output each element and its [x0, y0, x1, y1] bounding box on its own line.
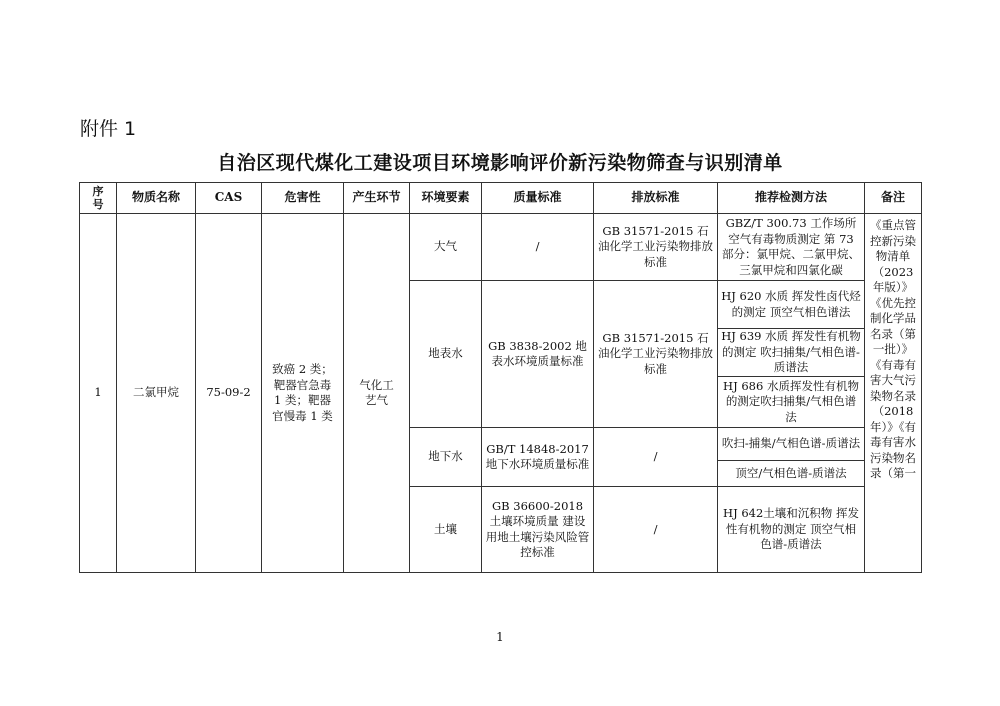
header-emission: 排放标准: [594, 183, 718, 214]
header-cas: CAS: [196, 183, 262, 214]
surface-water-quality-standard: GB 3838-2002 地表水环境质量标准: [482, 281, 594, 428]
header-quality: 质量标准: [482, 183, 594, 214]
air-emission-standard: GB 31571-2015 石油化学工业污染物排放标准: [594, 214, 718, 281]
ground-water-method-2: 顶空/气相色谱-质谱法: [718, 461, 865, 487]
header-seq: 序号: [80, 183, 117, 214]
header-medium: 环境要素: [410, 183, 482, 214]
soil-quality-standard: GB 36600-2018 土壤环境质量 建设用地土壤污染风险管控标准: [482, 487, 594, 573]
air-quality-standard: /: [482, 214, 594, 281]
row-hazard: 致癌 2 类；靶器官急毒 1 类；靶器官慢毒 1 类: [262, 214, 344, 573]
page-number: 1: [496, 630, 504, 644]
surface-water-method-3: HJ 686 水质挥发性有机物的测定吹扫捕集/气相色谱法: [718, 377, 865, 428]
medium-air: 大气: [410, 214, 482, 281]
surface-water-method-2: HJ 639 水质 挥发性有机物的测定 吹扫捕集/气相色谱-质谱法: [718, 329, 865, 377]
soil-emission-standard: /: [594, 487, 718, 573]
row-substance-name: 二氯甲烷: [117, 214, 196, 573]
annex-label: 附件 1: [80, 118, 137, 140]
medium-surface-water: 地表水: [410, 281, 482, 428]
header-method: 推荐检测方法: [718, 183, 865, 214]
table-row: [80, 214, 922, 281]
medium-ground-water: 地下水: [410, 428, 482, 487]
row-cas: 75-09-2: [196, 214, 262, 573]
ground-water-quality-standard: GB/T 14848-2017 地下水环境质量标准: [482, 428, 594, 487]
air-method: GBZ/T 300.73 工作场所空气有毒物质测定 第 73 部分：氯甲烷、二氯甲烷、三氯甲烷和四氯化碳: [718, 214, 865, 281]
table-header-row: [80, 183, 922, 214]
row-seq: 1: [80, 214, 117, 573]
ground-water-emission-standard: /: [594, 428, 718, 487]
surface-water-emission-standard: GB 31571-2015 石油化学工业污染物排放标准: [594, 281, 718, 428]
screening-table: [79, 182, 922, 573]
medium-soil: 土壤: [410, 487, 482, 573]
surface-water-method-1: HJ 620 水质 挥发性卤代烃的测定 顶空气相色谱法: [718, 281, 865, 329]
header-name: 物质名称: [117, 183, 196, 214]
header-process: 产生环节: [344, 183, 410, 214]
soil-method: HJ 642土壤和沉积物 挥发性有机物的测定 顶空气相色谱-质谱法: [718, 487, 865, 573]
row-process: 气化工艺气: [344, 214, 410, 573]
header-remark: 备注: [865, 183, 922, 214]
document-title: 自治区现代煤化工建设项目环境影响评价新污染物筛查与识别清单: [217, 152, 783, 174]
row-remark: 《重点管控新污染物清单（2023年版）》《优先控制化学品名录（第一批）》《有毒有害大气污染物名录（2018年）》《有毒有害水污染物名录（第一: [865, 214, 922, 573]
ground-water-method-1: 吹扫-捕集/气相色谱-质谱法: [718, 428, 865, 461]
header-hazard: 危害性: [262, 183, 344, 214]
